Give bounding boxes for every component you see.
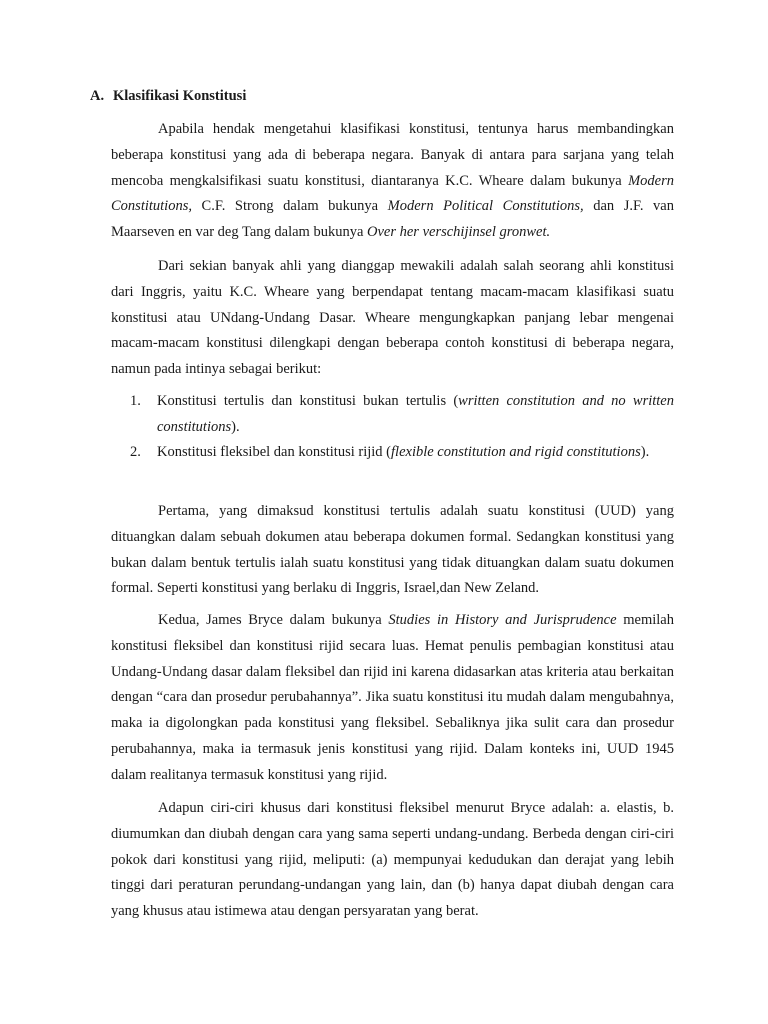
- paragraph-4-text-a: Kedua, James Bryce dalam bukunya: [158, 612, 389, 628]
- section-title: Klasifikasi Konstitusi: [113, 88, 247, 104]
- paragraph-4-italic: Studies in History and Jurisprudence: [388, 612, 617, 628]
- list-item-text: [157, 389, 674, 440]
- paragraph-4: [111, 608, 674, 789]
- list-item-text: [157, 440, 674, 466]
- paragraph-1-italic-c: Over her verschijinsel gronwet.: [367, 224, 551, 241]
- paragraph-2: [111, 254, 674, 383]
- list-number: 2.: [130, 444, 141, 460]
- list-item-1-italic: written constitution and no written constitutions: [157, 393, 674, 435]
- paragraph-1-italic-b: Modern Political Constitutions,: [387, 198, 584, 215]
- paragraph-3-text: Pertama, yang dimaksud konstitusi tertulis adalah suatu konstitusi (UUD) yang dituangkan dalam sebuah dokumen atau beberapa dokumen formal. Sedangkan konstitusi yang bukan dalam bentuk tertulis ialah suatu konstitusi yang tidak dituangkan dalam suatu dokumen formal. Seperti konstitusi yang berlaku di Inggris, Israel,dan New Zeland.: [111, 503, 674, 597]
- list-item-2-italic: flexible constitution and rigid constitutions: [391, 444, 641, 460]
- list-number: 1.: [130, 393, 141, 409]
- list-item-2: [111, 440, 674, 466]
- paragraph-1: [111, 117, 674, 246]
- list-item-1-text-b: ).: [231, 418, 240, 435]
- paragraph-1-text-a: Apabila hendak mengetahui klasifikasi konstitusi, tentunya harus membandingkan beberapa konstitusi yang ada di beberapa negara. Banyak di antara para sarjana yang telah mencoba mengkalsifikasi suatu konstitusi, diantaranya K.C. Wheare dalam bukunya: [111, 121, 674, 189]
- section-heading: [90, 86, 246, 106]
- list-item-2-text-b: ).: [640, 444, 650, 460]
- paragraph-1-text-b: C.F. Strong dalam bukunya: [191, 198, 388, 215]
- paragraph-5-text: Adapun ciri-ciri khusus dari konstitusi fleksibel menurut Bryce adalah: a. elastis, b. diumumkan dan diubah dengan cara yang sama seperti undang-undang. Berbeda dengan ciri-ciri pokok dari konstitusi yang rijid, meliputi: (a) mempunyai kedudukan dan derajat yang lebih tinggi dari peraturan perundang-undangan yang lain, dan (b) hanya dapat diubah dengan cara yang khusus atau istimewa atau dengan persyaratan yang berat.: [111, 800, 674, 920]
- paragraph-1-text-c: dan J.F. van Maarseven en var deg Tang dalam bukunya: [111, 198, 674, 241]
- paragraph-3: [111, 499, 674, 602]
- paragraph-1-italic-a: Modern Constitutions,: [111, 172, 674, 215]
- paragraph-2-text: Dari sekian banyak ahli yang dianggap mewakili adalah salah seorang ahli konstitusi dari Inggris, yaitu K.C. Wheare yang berpendapat tentang macam-macam klasifikasi suatu konstitusi atau UNdang-Undang Dasar. Wheare mengungkapkan panjang lebar mengenai macam-macam konstitusi dilengkapi dengan beberapa contoh konstitusi di beberapa negara, namun pada intinya sebagai berikut:: [111, 258, 674, 378]
- list-item-1: [111, 389, 674, 440]
- section-number: A.: [90, 88, 105, 104]
- paragraph-4-text-b: memilah konstitusi fleksibel dan konstitusi rijid secara luas. Hemat penulis pembagian konstitusi atau Undang-Undang dasar dalam fleksibel dan rijid ini karena didasarkan atas kriteria atau berkaitan dengan “cara dan prosedur perubahannya”. Jika suatu konstitusi itu mudah dalam mengubahnya, maka ia digolongkan pada konstitusi yang fleksibel. Sebaliknya jika sulit cara dan prosedur perubahannya, maka ia termasuk jenis konstitusi yang rijid. Dalam konteks ini, UUD 1945 dalam realitanya termasuk konstitusi yang rijid.: [111, 612, 674, 783]
- list-item-1-text-a: Konstitusi tertulis dan konstitusi bukan tertulis (: [157, 393, 459, 409]
- paragraph-5: [111, 796, 674, 925]
- list-item-2-text-a: Konstitusi fleksibel dan konstitusi rijid (: [157, 444, 392, 460]
